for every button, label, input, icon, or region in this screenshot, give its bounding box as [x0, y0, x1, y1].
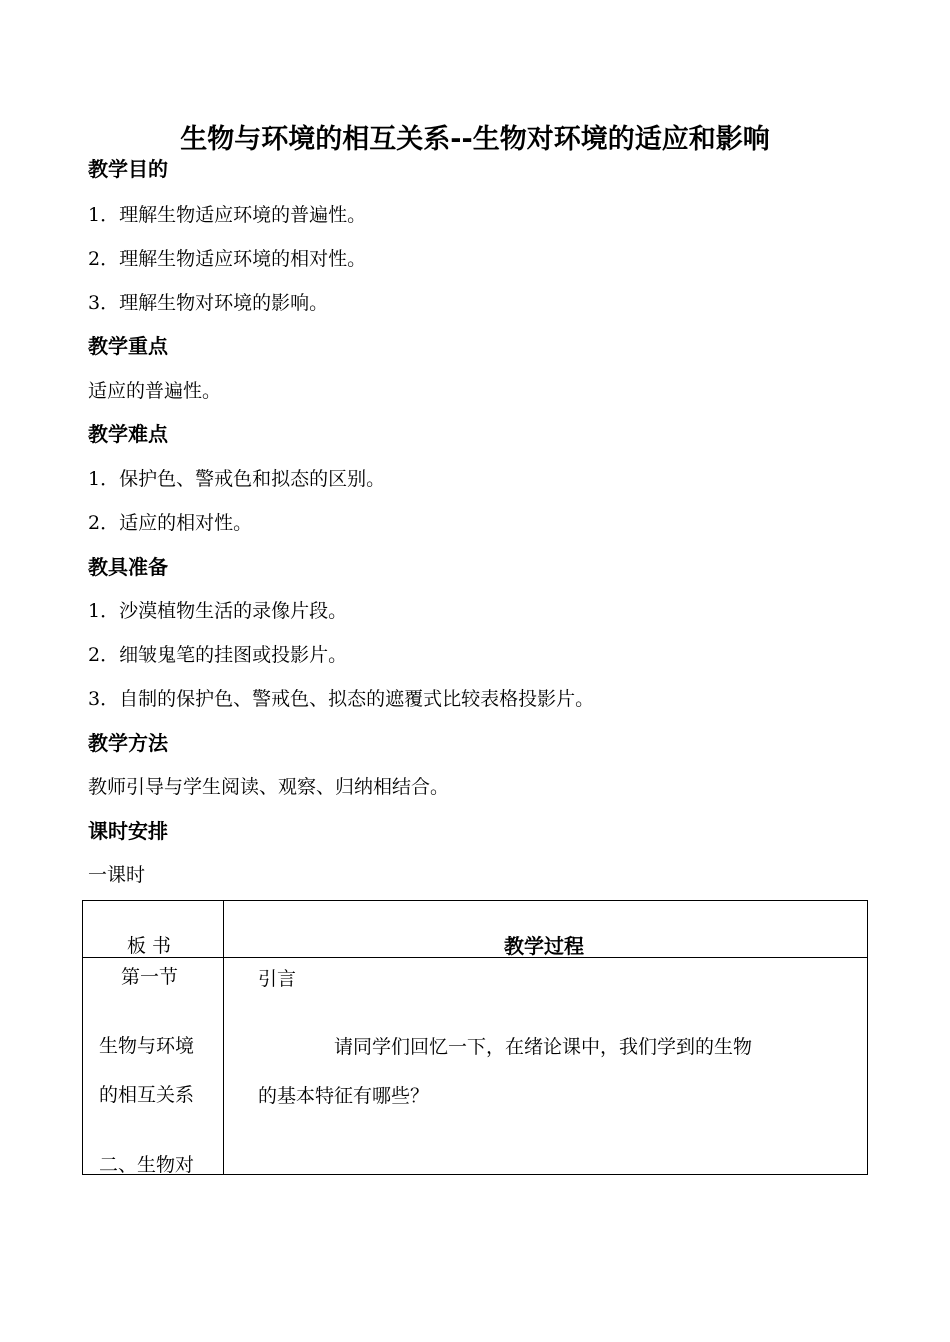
key-points-heading: 教学重点	[88, 334, 168, 358]
objective-item: 2．理解生物适应环境的相对性。	[88, 248, 367, 270]
key-point-item: 适应的普遍性。	[88, 380, 222, 402]
process-line: 请同学们回忆一下，在绪论课中，我们学到的生物	[334, 1036, 753, 1058]
difficulty-item: 1．保护色、警戒色和拟态的区别。	[88, 468, 386, 490]
table-header-divider	[83, 957, 867, 958]
table-column-divider	[223, 901, 224, 1174]
process-line: 的基本特征有哪些？	[258, 1085, 430, 1107]
material-item: 3．自制的保护色、警戒色、拟态的遮覆式比较表格投影片。	[88, 688, 595, 710]
schedule-heading: 课时安排	[88, 819, 168, 843]
objective-item: 3．理解生物对环境的影响。	[88, 292, 329, 314]
objectives-heading: 教学目的	[88, 157, 168, 181]
material-item: 2．细皱鬼笔的挂图或投影片。	[88, 644, 348, 666]
difficulty-item: 2．适应的相对性。	[88, 512, 253, 534]
objective-item: 1．理解生物适应环境的普遍性。	[88, 204, 367, 226]
board-line: 生物与环境	[99, 1035, 195, 1057]
board-column-header: 板 书	[127, 935, 172, 957]
page-title: 生物与环境的相互关系--生物对环境的适应和影响	[180, 124, 770, 155]
board-line: 第一节	[121, 966, 179, 988]
schedule-item: 一课时	[88, 864, 146, 886]
material-item: 1．沙漠植物生活的录像片段。	[88, 600, 348, 622]
process-column-header: 教学过程	[504, 934, 584, 958]
board-line: 的相互关系	[99, 1084, 195, 1106]
difficulties-heading: 教学难点	[88, 422, 168, 446]
method-item: 教师引导与学生阅读、观察、归纳相结合。	[88, 776, 450, 798]
process-line: 引言	[258, 968, 297, 990]
materials-heading: 教具准备	[88, 555, 168, 579]
lesson-table	[82, 900, 868, 1175]
methods-heading: 教学方法	[88, 731, 168, 755]
board-line: 二、生物对	[99, 1154, 195, 1176]
